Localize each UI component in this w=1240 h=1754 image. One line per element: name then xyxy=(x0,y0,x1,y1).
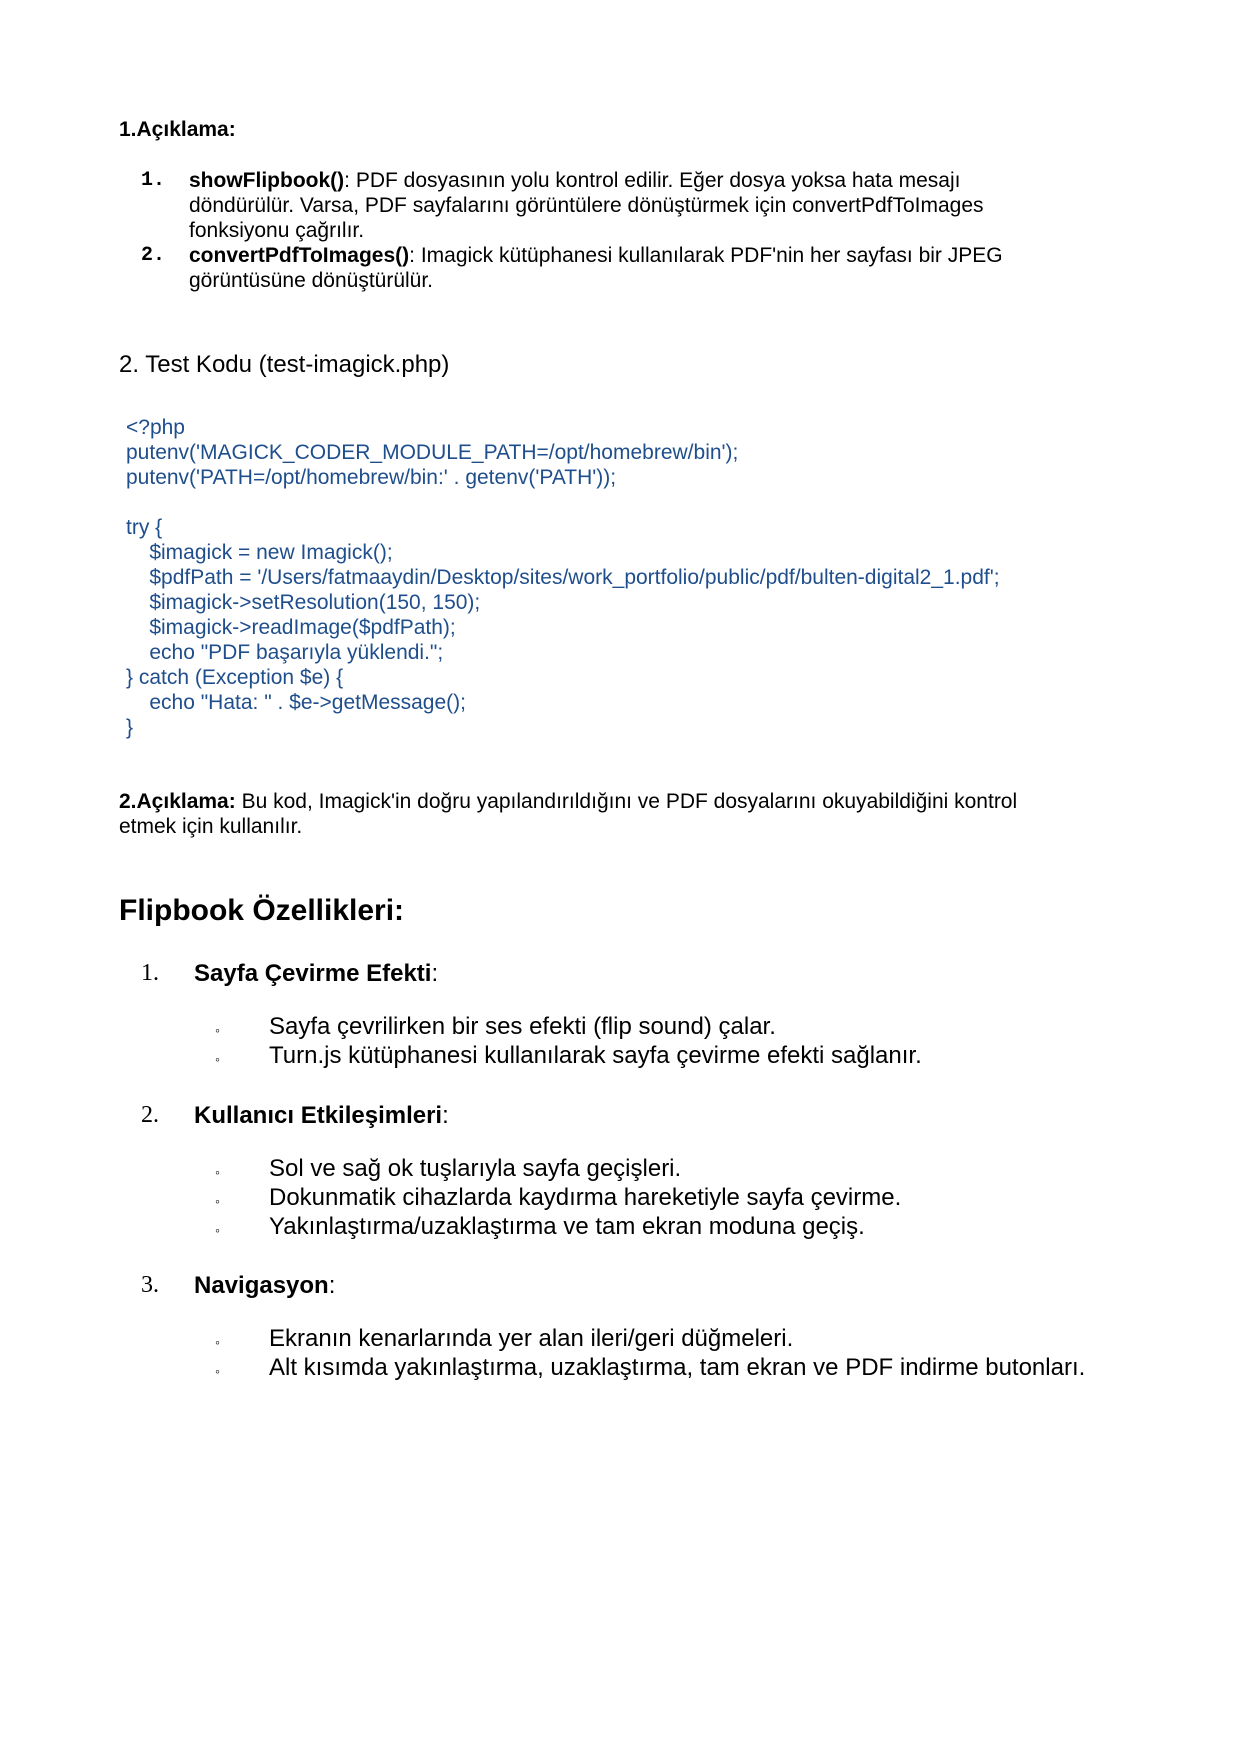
bullet-item: Turn.js kütüphanesi kullanılarak sayfa çevirme efekti sağlanır. xyxy=(269,1042,922,1069)
feature-label: Navigasyon xyxy=(194,1272,329,1299)
section1-list xyxy=(119,168,1119,293)
explanation2-text: etmek için kullanılır. xyxy=(119,815,303,838)
bullet-icon: ◦ xyxy=(215,1193,220,1209)
bullet-icon: ◦ xyxy=(215,1222,220,1238)
code-line: try { xyxy=(126,516,163,539)
item-text: görüntüsüne dönüştürülür. xyxy=(189,269,434,292)
bullet-item: Alt kısımda yakınlaştırma, uzaklaştırma, tam ekran ve PDF indirme butonları. xyxy=(269,1354,1086,1381)
code-block xyxy=(126,415,1000,740)
code-line: $imagick->readImage($pdfPath); xyxy=(126,616,456,639)
bullet-item: Dokunmatik cihazlarda kaydırma hareketiyle sayfa çevirme. xyxy=(269,1184,902,1211)
code-line: $imagick = new Imagick(); xyxy=(126,541,393,564)
code-line: echo "Hata: " . $e->getMessage(); xyxy=(126,691,466,714)
bullet-item: Yakınlaştırma/uzaklaştırma ve tam ekran moduna geçiş. xyxy=(269,1213,865,1240)
bullet-icon: ◦ xyxy=(215,1334,220,1350)
features-title: Flipbook Özellikleri: xyxy=(119,894,405,927)
feature-number: 2. xyxy=(141,1102,159,1128)
bullet-icon: ◦ xyxy=(215,1164,220,1180)
section1-heading: 1.Açıklama: xyxy=(119,118,236,141)
item-text: döndürülür. Varsa, PDF sayfalarını görüntülere dönüştürmek için convertPdfToImages xyxy=(189,194,984,217)
feature-suffix: : xyxy=(328,1272,336,1299)
function-name: convertPdfToImages() xyxy=(189,244,410,267)
explanation2-text: Bu kod, Imagick'in doğru yapılandırıldığını ve PDF dosyalarını okuyabildiğini kontrol xyxy=(235,790,1018,813)
bullet-item: Sayfa çevrilirken bir ses efekti (flip sound) çalar. xyxy=(269,1013,776,1040)
list-item xyxy=(119,243,1119,293)
code-line: $imagick->setResolution(150, 150); xyxy=(126,591,481,614)
feature-number: 1. xyxy=(141,960,159,986)
code-line: } xyxy=(126,716,134,739)
code-line: putenv('MAGICK_CODER_MODULE_PATH=/opt/homebrew/bin'); xyxy=(126,441,739,464)
feature-label: Kullanıcı Etkileşimleri xyxy=(194,1102,443,1129)
list-number: 1. xyxy=(141,169,166,192)
code-line xyxy=(126,490,1000,515)
feature-label: Sayfa Çevirme Efekti xyxy=(194,960,432,987)
bullet-item: Sol ve sağ ok tuşlarıyla sayfa geçişleri. xyxy=(269,1155,682,1182)
list-item xyxy=(119,168,1119,243)
item-text: : PDF dosyasının yolu kontrol edilir. Eğer dosya yoksa hata mesajı xyxy=(344,169,961,192)
bullet-icon: ◦ xyxy=(215,1051,220,1067)
code-line: } catch (Exception $e) { xyxy=(126,666,344,689)
function-name: showFlipbook() xyxy=(189,169,345,192)
code-line: putenv('PATH=/opt/homebrew/bin:' . getenv('PATH')); xyxy=(126,466,617,489)
explanation2-paragraph xyxy=(119,789,1017,839)
bullet-icon: ◦ xyxy=(215,1363,220,1379)
code-line: <?php xyxy=(126,416,185,439)
code-line: echo "PDF başarıyla yüklendi."; xyxy=(126,641,444,664)
section2-heading: 2. Test Kodu (test-imagick.php) xyxy=(119,351,450,378)
code-line: $pdfPath = '/Users/fatmaaydin/Desktop/sites/work_portfolio/public/pdf/bulten-digital2_1.pdf'; xyxy=(126,566,1000,589)
feature-number: 3. xyxy=(141,1272,159,1298)
item-text: fonksiyonu çağrılır. xyxy=(189,219,365,242)
feature-suffix: : xyxy=(442,1102,449,1129)
bullet-icon: ◦ xyxy=(215,1022,220,1038)
item-text: : Imagick kütüphanesi kullanılarak PDF'nin her sayfası bir JPEG xyxy=(409,244,1003,267)
feature-suffix: : xyxy=(431,960,439,987)
explanation2-label: 2.Açıklama: xyxy=(119,790,236,813)
bullet-item: Ekranın kenarlarında yer alan ileri/geri düğmeleri. xyxy=(269,1325,794,1352)
list-number: 2. xyxy=(141,244,166,267)
